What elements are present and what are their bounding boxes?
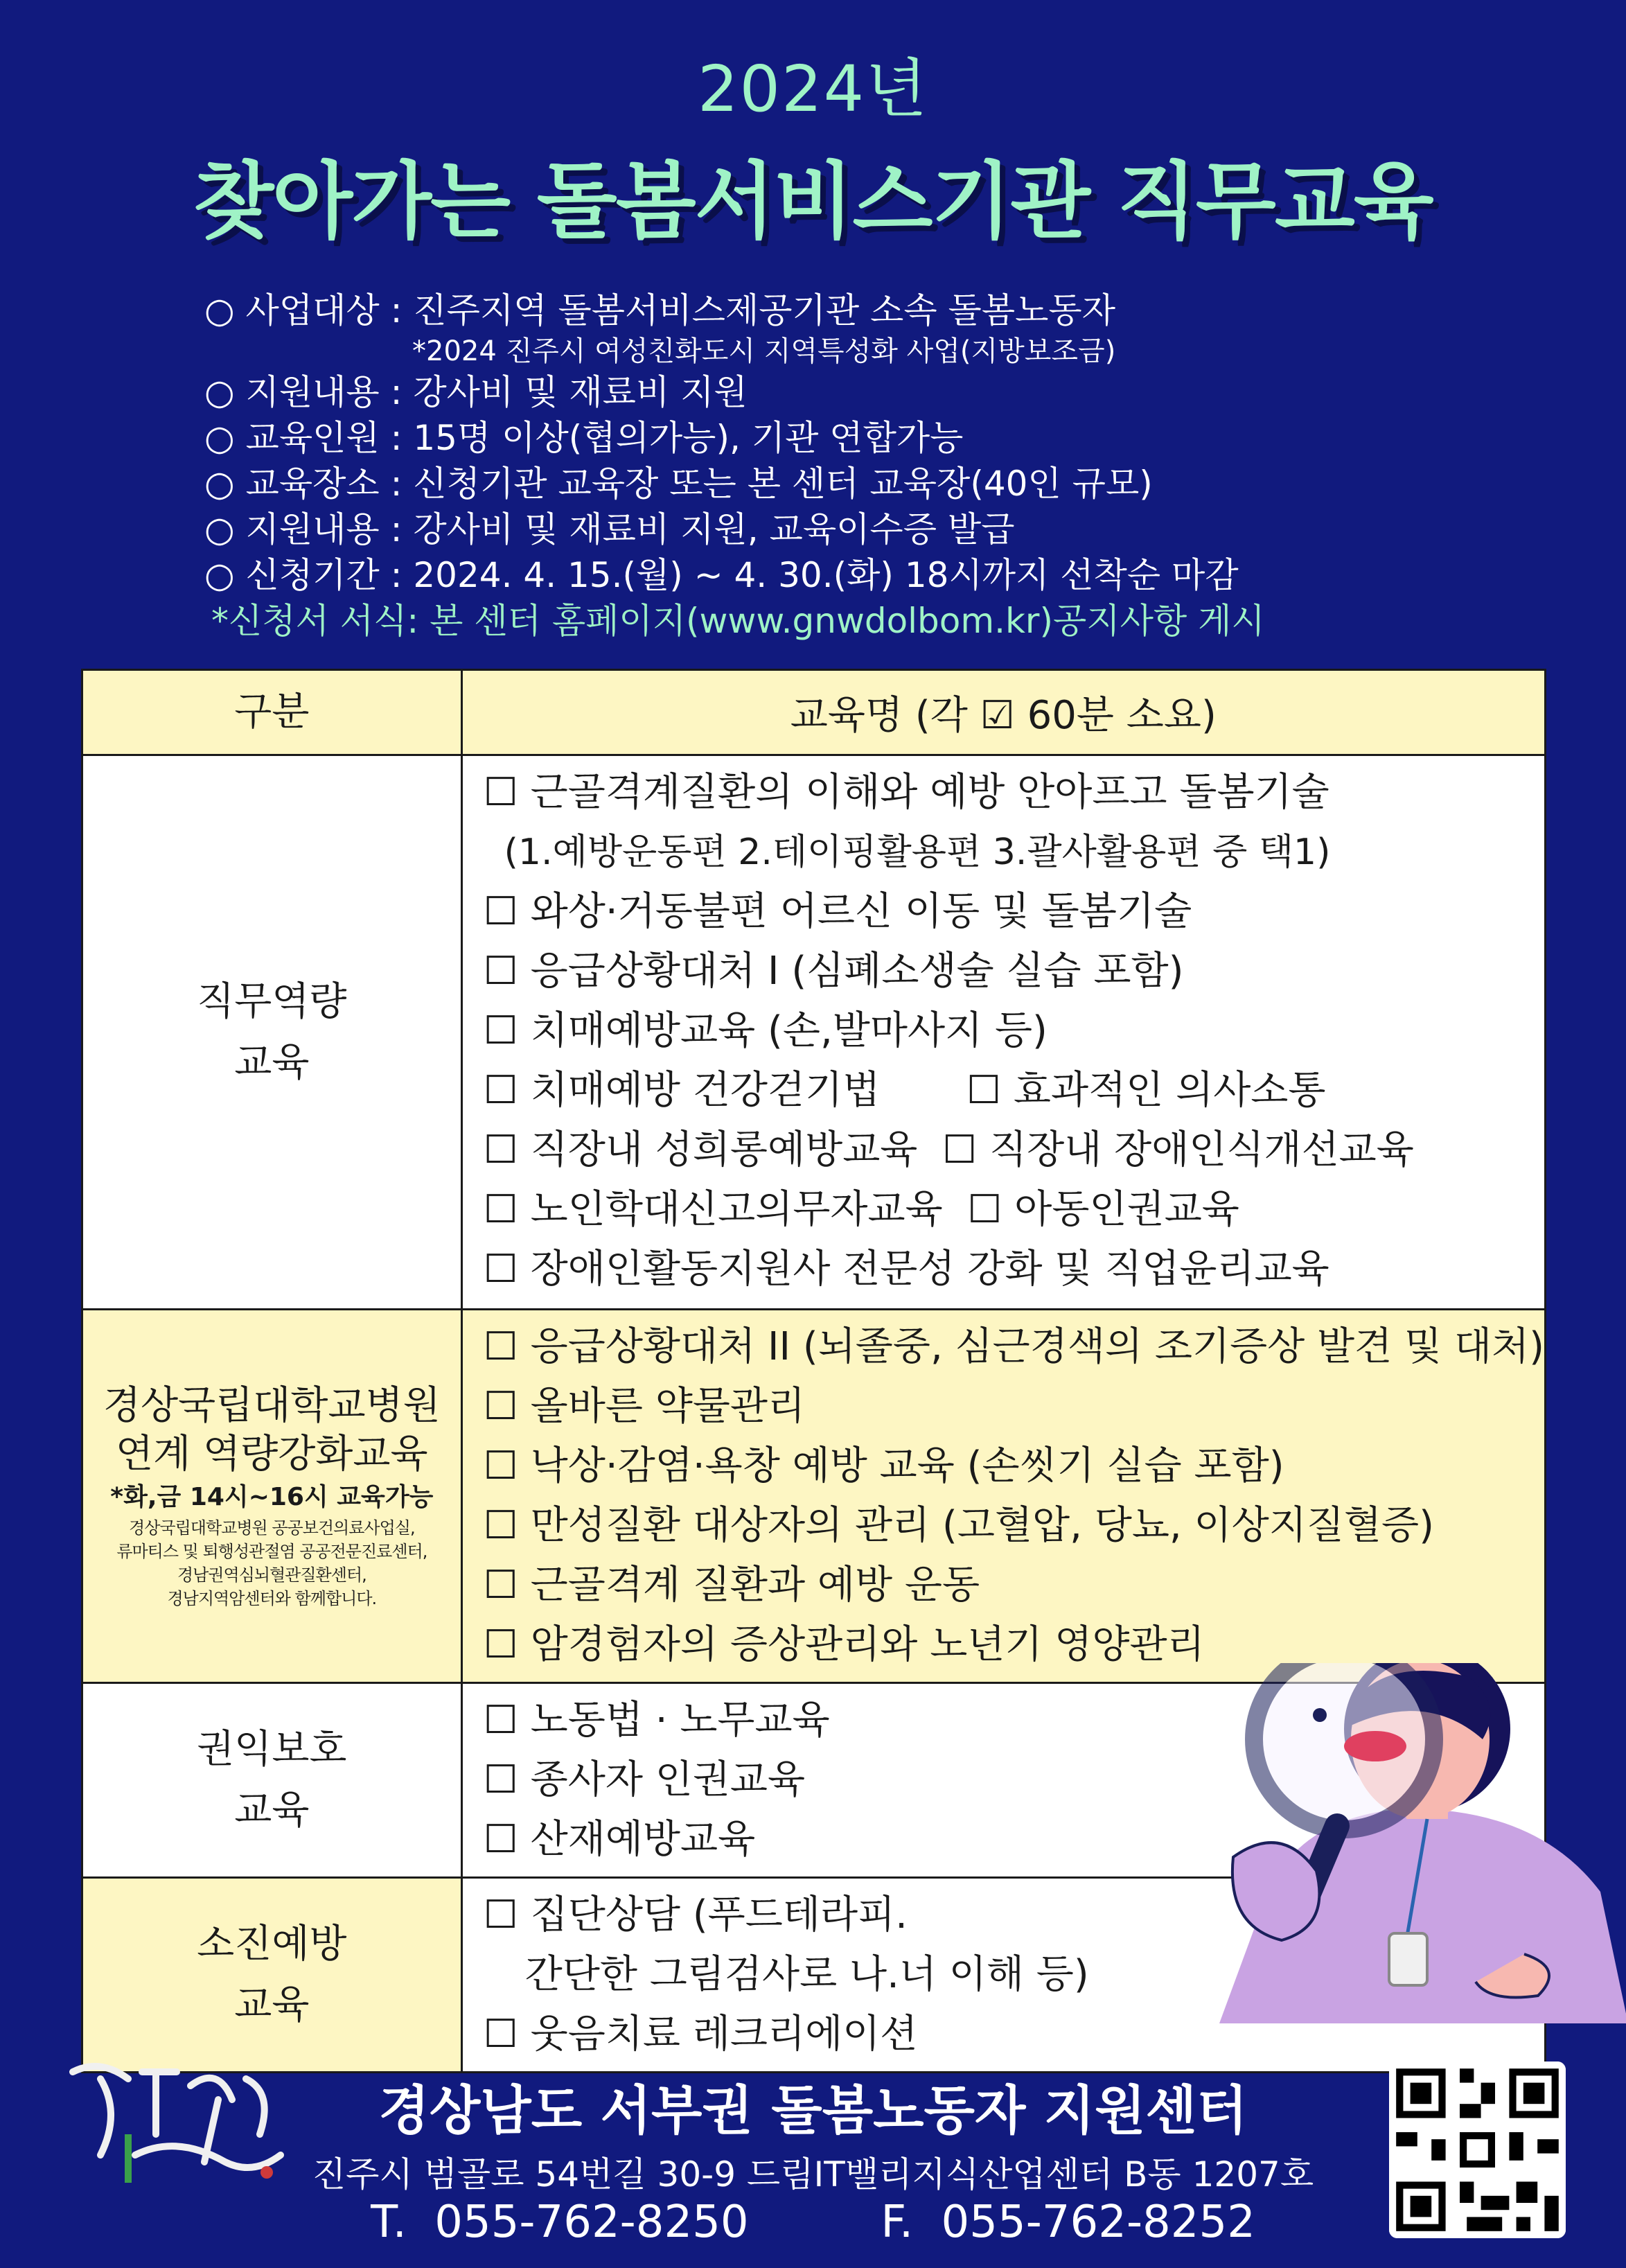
category-label: 연계 역량강화교육 (116, 1432, 428, 1477)
course-item: ☐ 응급상황대처 II (뇌졸중, 심근경색의 조기증상 발견 및 대처) (483, 1324, 1544, 1369)
year-heading: 2024년 (697, 52, 928, 126)
category-partner-note: 경남권역심뇌혈관질환센터, (177, 1565, 366, 1585)
course-item: ☐ 종사자 인권교육 (483, 1757, 806, 1802)
course-item: ☐ 올바른 약물관리 (483, 1384, 806, 1429)
course-item: ☐ 웃음치료 레크리에이션 (483, 2012, 918, 2057)
course-item: ☐ 치매예방 건강걷기법 ☐ 효과적인 의사소통 (483, 1068, 1326, 1113)
category-label: 소진예방 (197, 1922, 347, 1967)
category-partner-note: 경상국립대학교병원 공공보건의료사업실, (129, 1518, 415, 1538)
info-period: ○ 신청기간 : 2024. 4. 15.(월) ~ 4. 30.(화) 18시까지 선착순 마감 (204, 555, 1239, 595)
course-item: ☐ 직장내 성희롱예방교육 ☐ 직장내 장애인식개선교육 (483, 1127, 1414, 1172)
course-item: ☐ 만성질환 대상자의 관리 (고혈압, 당뇨, 이상지질혈증) (483, 1503, 1434, 1548)
course-item: ☐ 근골격계 질환과 예방 운동 (483, 1563, 980, 1608)
info-people: ○ 교육인원 : 15명 이상(협의가능), 기관 연합가능 (204, 418, 964, 458)
header-category: 구분 (82, 670, 462, 755)
header-course: 교육명 (각 ☑ 60분 소요) (461, 670, 1545, 755)
course-item: ☐ 암경험자의 증상관리와 노년기 영양관리 (483, 1622, 1205, 1667)
footer-contact (0, 2197, 1626, 2248)
category-cell (82, 1310, 462, 1683)
course-list (461, 1310, 1545, 1683)
magnifier-person-illustration (1178, 1663, 1626, 2023)
category-cell (82, 1878, 462, 2073)
footer-address: 진주시 범골로 54번길 30-9 드림IT밸리지식산업센터 B동 1207호 (312, 2154, 1314, 2195)
category-cell (82, 755, 462, 1310)
course-item: ☐ 낙상·감염·욕창 예방 교육 (손씻기 실습 포함) (483, 1443, 1284, 1488)
category-label: 경상국립대학교병원 (103, 1383, 441, 1428)
category-label: 교육 (234, 1788, 310, 1833)
section-job-competency (82, 755, 1546, 1310)
info-support-2: ○ 지원내용 : 강사비 및 재료비 지원, 교육이수증 발급 (204, 509, 1015, 550)
course-item-sub: 간단한 그림검사로 나.너 이해 등) (524, 1952, 1089, 1997)
table-header-row (82, 670, 1546, 755)
course-item: ☐ 장애인활동지원사 전문성 강화 및 직업윤리교육 (483, 1247, 1329, 1292)
course-list (461, 755, 1545, 1310)
course-item: ☐ 집단상담 (푸드테라피. (483, 1892, 908, 1937)
category-label: 교육 (234, 1039, 310, 1085)
footer-fax: F. 055-762-8252 (881, 2197, 1255, 2248)
category-label: 교육 (234, 1983, 310, 2028)
category-label: 직무역량 (197, 978, 347, 1024)
info-form-note: *신청서 서식: 본 센터 홈페이지(www.gnwdolbom.kr)공지사항 게시 (211, 601, 1265, 641)
course-item: ☐ 와상·거동불편 어르신 이동 및 돌봄기술 (483, 889, 1192, 934)
info-target: ○ 사업대상 : 진주지역 돌봄서비스제공기관 소속 돌봄노동자 (204, 290, 1116, 331)
footer-tel: T. 055-762-8250 (371, 2197, 749, 2248)
course-item: ☐ 산재예방교육 (483, 1817, 756, 1862)
course-item-sub: (1.예방운동편 2.테이핑활용편 3.괄사활용편 중 택1) (504, 832, 1331, 873)
category-partner-note: 경남지역암센터와 함께합니다. (167, 1589, 377, 1608)
category-cell (82, 1683, 462, 1878)
course-item: ☐ 근골격계질환의 이해와 예방 안아프고 돌봄기술 (483, 770, 1329, 815)
category-time-note: *화,금 14시~16시 교육가능 (110, 1483, 434, 1511)
info-block (204, 288, 1521, 644)
course-item: ☐ 응급상황대처 I (심폐소생술 실습 포함) (483, 949, 1184, 994)
course-item: ☐ 노동법 · 노무교육 (483, 1698, 830, 1743)
info-target-note: *2024 진주시 여성친화도시 지역특성화 사업(지방보조금) (412, 335, 1116, 367)
course-item: ☐ 치매예방교육 (손,발마사지 등) (483, 1008, 1048, 1053)
info-place: ○ 교육장소 : 신청기관 교육장 또는 본 센터 교육장(40인 규모) (204, 464, 1153, 504)
page-title: 찾아가는 돌봄서비스기관 직무교육 (193, 154, 1433, 250)
section-hospital (82, 1310, 1546, 1683)
category-label: 권익보호 (197, 1727, 347, 1772)
info-support-1: ○ 지원내용 : 강사비 및 재료비 지원 (204, 372, 748, 412)
footer-org-name: 경상남도 서부권 돌봄노동자 지원센터 (378, 2080, 1248, 2141)
category-partner-note: 류마티스 및 퇴행성관절염 공공전문진료센터, (116, 1542, 427, 1561)
course-item: ☐ 노인학대신고의무자교육 ☐ 아동인권교육 (483, 1187, 1239, 1232)
qr-code-icon[interactable] (1389, 2062, 1566, 2238)
